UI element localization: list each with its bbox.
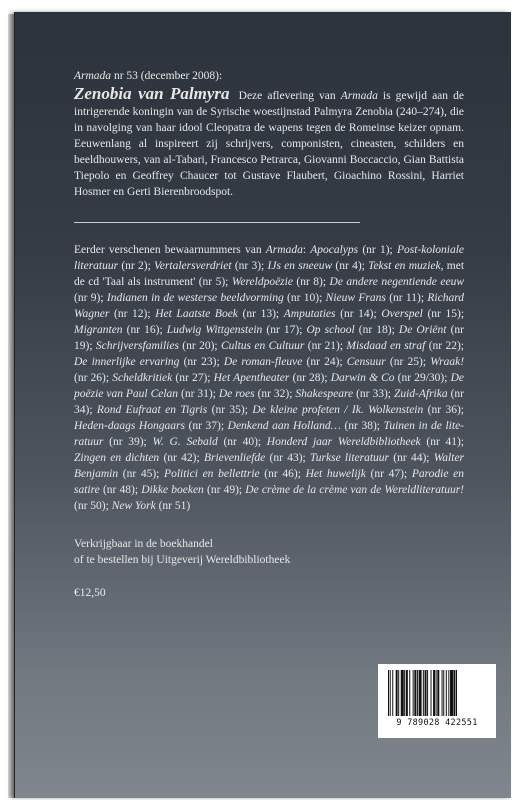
previous-issue-number: (nr 32); <box>254 388 296 400</box>
previous-issue-title: Rond Eufraat en Tigris <box>96 404 208 416</box>
price: €12,50 <box>74 587 106 599</box>
previous-issue-number: (nr 49); <box>203 484 246 496</box>
previous-issue-title: Denkend aan Holland… <box>227 420 341 432</box>
previous-issue-number: (nr 25); <box>385 356 431 368</box>
previous-issue-title: Nieuw Frans <box>325 292 386 304</box>
availability <box>74 536 464 568</box>
subject-desc-part-1: Deze aflevering van <box>238 90 341 102</box>
previous-issue-title: Scheldkritiek <box>112 372 173 384</box>
previous-issue-title: Tekst en muziek <box>368 260 441 272</box>
previous-issues-list <box>74 242 464 514</box>
previous-issue-number: (nr 17); <box>262 324 307 336</box>
previous-issue-title: De Oriënt <box>398 324 447 336</box>
previous-issue-title: De roes <box>218 388 255 400</box>
previous-issue-number: (nr 48); <box>99 484 142 496</box>
previous-issue-number: (nr 20); <box>178 340 221 352</box>
previous-issue-number: (nr 16); <box>122 324 167 336</box>
previous-issue-number: (nr 50); <box>74 500 112 512</box>
previous-issue-title: Zuid-Afrika <box>393 388 448 400</box>
previous-issue-title: Parodie en satire <box>74 468 464 496</box>
previous-issue-number: (nr 19); <box>74 324 464 352</box>
previous-issue-title: Post-koloniale literatuur <box>74 244 465 272</box>
previous-issue-title: Honderd jaar Wereldbibliotheek <box>266 436 421 448</box>
previous-issue-number: (nr 21); <box>304 340 347 352</box>
previous-colon: : <box>302 244 311 256</box>
previous-issue-title: Tuinen in de lite-ratuur <box>74 420 465 448</box>
previous-issue-number: (nr 38); <box>340 420 384 432</box>
previous-issue-title: Brievenliefde <box>203 452 266 464</box>
previous-issue-number: (nr 9); <box>74 292 107 304</box>
previous-issue-title: Migranten <box>74 324 123 336</box>
previous-issue-title: Darwin & Co <box>330 372 395 384</box>
previous-series: Armada <box>265 244 303 256</box>
previous-issue-number: (nr 28); <box>289 372 331 384</box>
previous-issue-number: (nr 46); <box>259 468 306 480</box>
previous-issue-title: Apocalyps <box>310 244 359 256</box>
previous-issue-title: Richard Wagner <box>74 292 464 320</box>
previous-issue-number: (nr 1); <box>358 244 397 256</box>
previous-issue-number: (nr 36); <box>423 404 464 416</box>
previous-issue-number: (nr 3); <box>231 260 268 272</box>
issue-number: nr 53 (december 2008): <box>111 70 223 82</box>
previous-issue-number: (nr 39); <box>103 436 153 448</box>
previous-issue-title: Turkse literatuur <box>310 452 390 464</box>
previous-issue-title: Het Laatste Boek <box>155 308 238 320</box>
previous-issue-title: Overspel <box>381 308 423 320</box>
issue-line <box>74 68 464 84</box>
previous-issue-number: (nr 10); <box>283 292 326 304</box>
previous-issue-number: (nr 18); <box>354 324 399 336</box>
previous-issue-number: (nr 51) <box>155 500 191 512</box>
previous-issue-title: Indianen in de westerse beeldvorming <box>106 292 284 304</box>
previous-issue-title: New York <box>111 500 156 512</box>
previous-issue-number: (nr 33); <box>353 388 394 400</box>
previous-issue-title: Zingen en dichten <box>74 452 160 464</box>
previous-issue-title: De kleine profeten / Ik. Wolkenstein <box>252 404 424 416</box>
previous-issue-title: IJs en sneeuw <box>267 260 333 272</box>
previous-issue-title: De roman-fleuve <box>223 356 303 368</box>
previous-issue-number: (nr 23); <box>179 356 224 368</box>
subject-title: Zenobia van Palmyra <box>74 84 230 103</box>
previous-issue-number: (nr 44); <box>389 452 434 464</box>
previous-issue-number: (nr 43); <box>265 452 310 464</box>
previous-issue-title: Het Apentheater <box>213 372 290 384</box>
previous-issue-number: (nr 15); <box>422 308 465 320</box>
previous-issue-number: (nr 47); <box>365 468 412 480</box>
previous-issue-title: Amputaties <box>283 308 336 320</box>
previous-issue-number: (nr 42); <box>159 452 204 464</box>
previous-issue-title: Vertalersverdriet <box>154 260 232 272</box>
previous-issue-title: Cultus en Cultuur <box>220 340 305 352</box>
subject-description <box>74 86 464 200</box>
issue-series: Armada <box>74 70 112 82</box>
previous-issue-title: Schrijversfamilies <box>95 340 179 352</box>
barcode-bars <box>386 670 488 718</box>
barcode <box>378 664 496 738</box>
previous-issue-number: (nr 4); <box>332 260 369 272</box>
previous-issue-title: De andere negentiende eeuw <box>329 276 464 288</box>
previous-issue-title: Op school <box>306 324 355 336</box>
cover-text <box>74 68 464 601</box>
previous-issue-number: (nr 2); <box>118 260 155 272</box>
previous-issue-title: Wereldpoëzie <box>231 276 293 288</box>
previous-issue-number: (nr 13); <box>237 308 284 320</box>
previous-issue-number: (nr 35); <box>207 404 253 416</box>
previous-issue-title: Ludwig Wittgenstein <box>166 324 263 336</box>
previous-issue-number: (nr 29/30); <box>394 372 451 384</box>
previous-issue-title: Het huwelijk <box>305 468 366 480</box>
previous-issue-title: Wraak! <box>430 356 465 368</box>
previous-issue-title: Shakespeare <box>295 388 354 400</box>
previous-issue-number: (nr 14); <box>335 308 382 320</box>
previous-issue-number: (nr 41); <box>420 436 464 448</box>
subject-desc-part-2: is gewijd aan de intrigerende koningin van de Syrische woestijnstad Palmyra Zenobia (240–274), die in navolging van haar idool Cleopatra de wapens tegen de Romeinse keizer opnam. Eeuwenlang al inspireert zij schrijvers, componisten, cineasten, schilders en beeldhouwers, van al-Tabari, Francesco Petrarca, Giovanni Boccaccio, Gian Battista Tiepolo en Geoffrey Chaucer tot Gustave Flaubert, Gioachino Rossini, Harriet Hosmer en Gerti Bierenbroodspot. <box>74 90 464 198</box>
previous-intro: Eerder verschenen bewaarnummers van <box>74 244 266 256</box>
previous-issue-title: Heden-daags Hongaars <box>74 420 185 432</box>
barcode-digits: 9 789028 422551 <box>396 718 478 728</box>
previous-issue-number: (nr 40); <box>217 436 267 448</box>
previous-issue-title: Misdaad en straf <box>346 340 426 352</box>
divider <box>74 222 360 223</box>
previous-issue-title: W. G. Sebald <box>152 436 218 448</box>
previous-issue-title: De crème de la crème van de Wereldliteratuur! <box>245 484 465 496</box>
previous-issue-title: Walter Benjamin <box>74 452 465 480</box>
previous-issue-title: De innerlijke ervaring <box>74 356 180 368</box>
previous-issue-number: (nr 26); <box>74 372 113 384</box>
previous-issue-title: Politici en bellettrie <box>164 468 260 480</box>
previous-issue-title: De poëzie van Paul Celan <box>74 372 464 400</box>
availability-line-1: Verkrijgbaar in de boekhandel <box>74 538 213 550</box>
previous-issue-number: (nr 24); <box>302 356 347 368</box>
subject-desc-series: Armada <box>340 90 378 102</box>
previous-issue-number: (nr 27); <box>172 372 214 384</box>
previous-issue-number: (nr 31); <box>178 388 219 400</box>
previous-issue-number: (nr 22); <box>425 340 464 352</box>
previous-issue-number: (nr 8); <box>292 276 330 288</box>
previous-issue-number: (nr 34); <box>74 388 464 416</box>
previous-issue-title: Censuur <box>346 356 386 368</box>
previous-issue-number: (nr 45); <box>118 468 165 480</box>
previous-issue-number: (nr 12); <box>109 308 156 320</box>
previous-issue-number: (nr 37); <box>184 420 228 432</box>
previous-issue-title: Dikke boeken <box>141 484 204 496</box>
availability-line-2: of te bestellen bij Uitgeverij Wereldbibliotheek <box>74 554 291 566</box>
previous-issue-number: , met de cd 'Taal als instrument' (nr 5); <box>74 260 465 288</box>
previous-issue-number: (nr 11); <box>385 292 428 304</box>
